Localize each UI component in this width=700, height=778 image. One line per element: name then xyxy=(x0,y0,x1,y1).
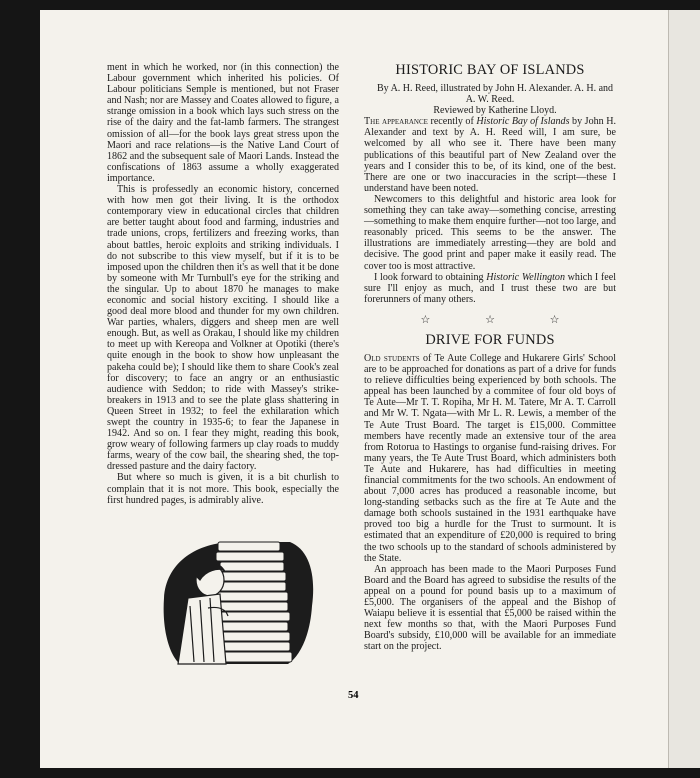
reviewer-line: Reviewed by Katherine Lloyd. xyxy=(433,105,557,117)
text-run: which I feel sure I'll enjoy as much, and I trust these two are but forerunners of many others. xyxy=(364,271,616,305)
star-separator: ☆ ☆ ☆ xyxy=(420,313,586,326)
text-run: I look forward to obtaining xyxy=(374,271,487,283)
right-column xyxy=(364,62,616,653)
article-paragraph: An approach has been made to the Maori Purposes Fund Board and the Board has agreed to subsidise the results of the appeal on a pound for pound basis up to a maximum of £5,000. The organisers of the appeal and the Bishop of Waiapu believe it is essential that £5,000 be raised within the next few months so that, with the Maori Purposes Fund Board's subsidy, £10,000 will be available for an immediate start on the project. xyxy=(364,563,616,653)
review-paragraph xyxy=(364,272,616,305)
review-title-historic-bay-of-islands: HISTORIC BAY OF ISLANDS xyxy=(395,62,585,78)
child-with-books-illustration xyxy=(160,536,315,666)
text-run: recently of xyxy=(427,116,477,128)
text-run: of Te Aute College and Hukarere Girls' School are to be approached for donations as part of a drive for funds to relieve difficulties being experienced by both schools. The appeal has been launched by a commitee of four old boys of Te Aute—Mr T. T. Ropiha, Mr H. M. Tatere, Mr A. T. Carroll and Mr W. T. Ngata—with Mr L. R. Lewis, a member of the Te Aute Trust Board. The target is £15,000. Committee members have recently made an extensive tour of the area from Rotorua to Hastings to organise fund-raising drives. For many years, the Te Aute Trust Board, which administers both Te Aute and Hukarere, has had difficulties in meeting financial commitments for the two schools. An endowment of about 7,000 acres has produced a reasonable income, but long-standing setbacks such as the fire at Te Aute and the damage both schools sustained in the 1931 earthquake have proved too big a hurdle for the Trust to surmount. It is estimated that an expenditure of £20,000 is required to bring the two schools up to the standard of schools administered by the State. xyxy=(364,352,616,564)
review-continuation-paragraph: ment in which he worked, nor (in this connection) the Labour government which inherited his policies. Of Labour politicians Semple is mentioned, but not Fraser and Nash; nor are Massey and Coates allowed to figure, a strange omission in a book which lays such stress on the rise of the dairy and the fat-lamb farmers. The strangest omission of all—for the book lays great stress upon the Maori and race relations—is the Native Land Court of 1862 and the subsequent sale of Maori Lands. Instead the confiscations of 1863 assume a wholly exaggerated importance. xyxy=(107,62,339,184)
book-title-italic: Historic Bay of Islands xyxy=(476,116,570,128)
lead-in-smallcaps: Old students xyxy=(364,352,420,364)
text-run: by John H. Alexander and text by A. H. Reed will, I am sure, be welcomed by all who see it. There have been many publications of this beautiful part of New Zealand over the years and I consider this to be, of its kind, one of the best. There are one or two inaccuracies in the script—these I understand have been noted. xyxy=(364,116,616,194)
review-byline: By A. H. Reed, illustrated by John H. Alexander. A. H. and A. W. Reed. xyxy=(376,83,614,106)
facing-page-edge xyxy=(668,10,700,768)
review-closing-paragraph: But where so much is given, it is a bit churlish to complain that it is not more. This book, especially the first hundred pages, is admirably alive. xyxy=(107,472,339,506)
book-title-italic: Historic Wellington xyxy=(486,271,565,283)
review-paragraph xyxy=(364,116,616,194)
review-paragraph: Newcomers to this delightful and historic area look for something they can take away—something concise, arresting—something to make them enquire further—not too large, and reasonably priced. This seems to be the answer. The illustrations are immediately arresting—they are bold and decisive. The good print and paper make it easily read. The cover too is most attractive. xyxy=(364,193,616,272)
article-paragraph xyxy=(364,353,616,564)
page-number: 54 xyxy=(348,690,359,701)
article-title-drive-for-funds: DRIVE FOR FUNDS xyxy=(425,331,555,348)
left-column xyxy=(107,62,339,506)
review-paragraph: This is professedly an economic history, concerned with how men got their living. It is the orthodox contemporary view in educational circles that children are better taught about food and farming, industries and trade unions, crops, fertilizers and freezing works, than about battles, heroic exploits and striking individuals. I do not subscribe to this view myself, but if it is to be imposed upon the children then it's as well that it be done by someone with Mr Turnbull's eye for the striking and the singular. Up to about 1870 he manages to make economic and social history exciting. I should like a good deal more blood and thunder for my own children. War parties, whalers, diggers and sheep men are well enough. But, as well as Orakau, I should like my children to meet up with Kereopa and Volkner at Opotiki (there's quite enough in the book to show how unpleasant the pakeha could be); I should like them to share Cook's zeal for discovery; to face an angry or an enthusiastic audience with Seddon; to ride with Massey's strike-breakers in 1913 and to see the plate glass shattering in Queen Street in 1932; to feel the exhilaration which swept the country in 1935-6; to fear the Japanese in 1942. And so on. I fear they might, reading this book, grow weary of following farmers up clay roads to muddy farms, weary of the cow bail, the shearing shed, the top-dressed pasture and the dairy factory. xyxy=(107,184,339,473)
lead-in-smallcaps: The appearance xyxy=(364,116,428,128)
